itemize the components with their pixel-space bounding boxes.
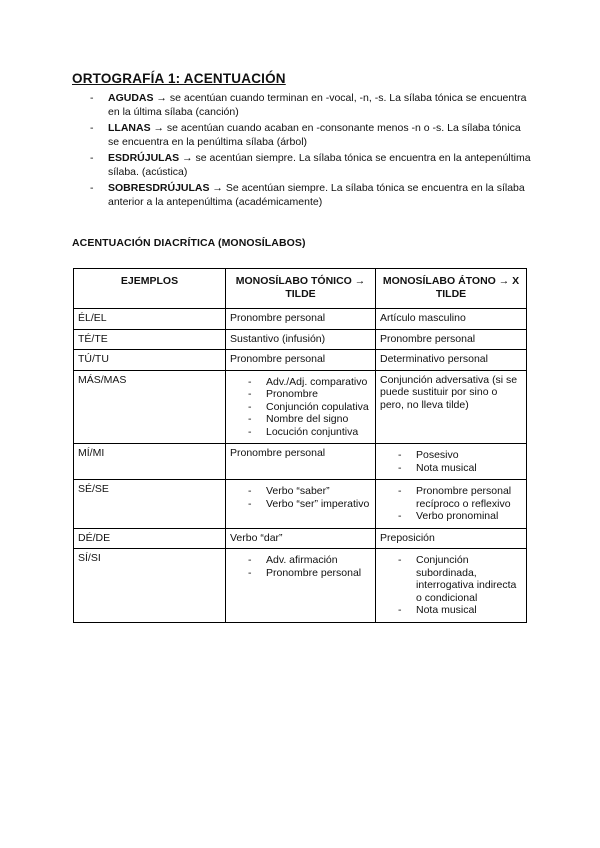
table-row — [74, 370, 527, 444]
header-atono: MONOSÍLABO ÁTONO → X TILDE — [376, 269, 527, 309]
atono-list — [380, 449, 522, 474]
cell-atono: Conjunción adversativa (si se puede sustituir por sino o pero, no lleva tilde) — [376, 370, 527, 444]
cell-example: SÉ/SE — [74, 480, 226, 529]
list-item: - Nombre del signo — [230, 413, 371, 426]
cell-example: MÁS/MAS — [74, 370, 226, 444]
list-item: - Adv. afirmación — [230, 554, 371, 567]
cell-atono: Pronombre personal — [376, 329, 527, 350]
diacritic-table — [73, 268, 527, 623]
rule-sobresdrujulas — [72, 181, 532, 209]
rule-term: LLANAS — [108, 122, 151, 134]
rule-text: → se acentúan siempre. La sílaba tónica se encuentra en la antepenúltima sílaba. (acústica) — [108, 152, 531, 178]
rule-term: ESDRÚJULAS — [108, 152, 180, 164]
rule-agudas — [72, 91, 532, 119]
list-item: - Pronombre personal — [230, 567, 371, 580]
cell-tonico — [226, 370, 376, 444]
cell-atono: Artículo masculino — [376, 309, 527, 330]
cell-example: MÍ/MI — [74, 444, 226, 480]
cell-example: SÍ/SI — [74, 549, 226, 623]
table-row — [74, 350, 527, 371]
list-item: - Nota musical — [380, 604, 522, 617]
header-tonico: MONOSÍLABO TÓNICO → TILDE — [226, 269, 376, 309]
tonico-list — [230, 485, 371, 510]
cell-atono — [376, 549, 527, 623]
list-item: - Conjunción subordinada, interrogativa indirecta o condicional — [380, 554, 522, 604]
accent-rules-list — [72, 91, 532, 211]
cell-tonico: Verbo “dar” — [226, 528, 376, 549]
atono-list — [380, 554, 522, 617]
list-item: - Verbo pronominal — [380, 510, 522, 523]
rule-text: → Se acentúan siempre. La sílaba tónica se encuentra en la sílaba anterior a la antepenúltima (académicamente) — [108, 182, 525, 208]
rule-text: → se acentúan cuando acaban en -consonante menos -n o -s. La sílaba tónica se encuentra en la penúltima sílaba (árbol) — [108, 122, 521, 148]
list-item: - Pronombre — [230, 388, 371, 401]
cell-tonico: Pronombre personal — [226, 350, 376, 371]
rule-llanas — [72, 121, 532, 149]
cell-atono: Determinativo personal — [376, 350, 527, 371]
cell-atono — [376, 444, 527, 480]
cell-example: TÚ/TU — [74, 350, 226, 371]
table-row — [74, 549, 527, 623]
tonico-list — [230, 554, 371, 579]
rule-term: SOBRESDRÚJULAS — [108, 182, 210, 194]
rule-term: AGUDAS — [108, 92, 154, 104]
list-item: - Pronombre personal recíproco o reflexivo — [380, 485, 522, 510]
list-item: - Conjunción copulativa — [230, 401, 371, 414]
cell-example: DÉ/DE — [74, 528, 226, 549]
cell-atono: Preposición — [376, 528, 527, 549]
cell-tonico — [226, 549, 376, 623]
table-row — [74, 444, 527, 480]
cell-tonico: Pronombre personal — [226, 309, 376, 330]
cell-tonico: Pronombre personal — [226, 444, 376, 480]
cell-tonico: Sustantivo (infusión) — [226, 329, 376, 350]
list-item: - Locución conjuntiva — [230, 426, 371, 439]
cell-tonico — [226, 480, 376, 529]
table-row — [74, 480, 527, 529]
table-row — [74, 528, 527, 549]
list-item: - Verbo “ser” imperativo — [230, 498, 371, 511]
atono-list — [380, 485, 522, 523]
table-row — [74, 329, 527, 350]
table-header-row — [74, 269, 527, 309]
cell-example: ÉL/EL — [74, 309, 226, 330]
rule-esdrujulas — [72, 151, 532, 179]
page-title: ORTOGRAFÍA 1: ACENTUACIÓN — [72, 71, 286, 86]
rule-text: → se acentúan cuando terminan en -vocal, -n, -s. La sílaba tónica se encuentra en la última sílaba (canción) — [108, 92, 527, 118]
list-item: - Posesivo — [380, 449, 522, 462]
cell-atono — [376, 480, 527, 529]
list-item: - Nota musical — [380, 462, 522, 475]
list-item: - Verbo “saber” — [230, 485, 371, 498]
table-row — [74, 309, 527, 330]
header-ejemplos: EJEMPLOS — [74, 269, 226, 309]
list-item: - Adv./Adj. comparativo — [230, 376, 371, 389]
section-subtitle: ACENTUACIÓN DIACRÍTICA (MONOSÍLABOS) — [72, 237, 306, 249]
tonico-list — [230, 376, 371, 439]
cell-example: TÉ/TE — [74, 329, 226, 350]
